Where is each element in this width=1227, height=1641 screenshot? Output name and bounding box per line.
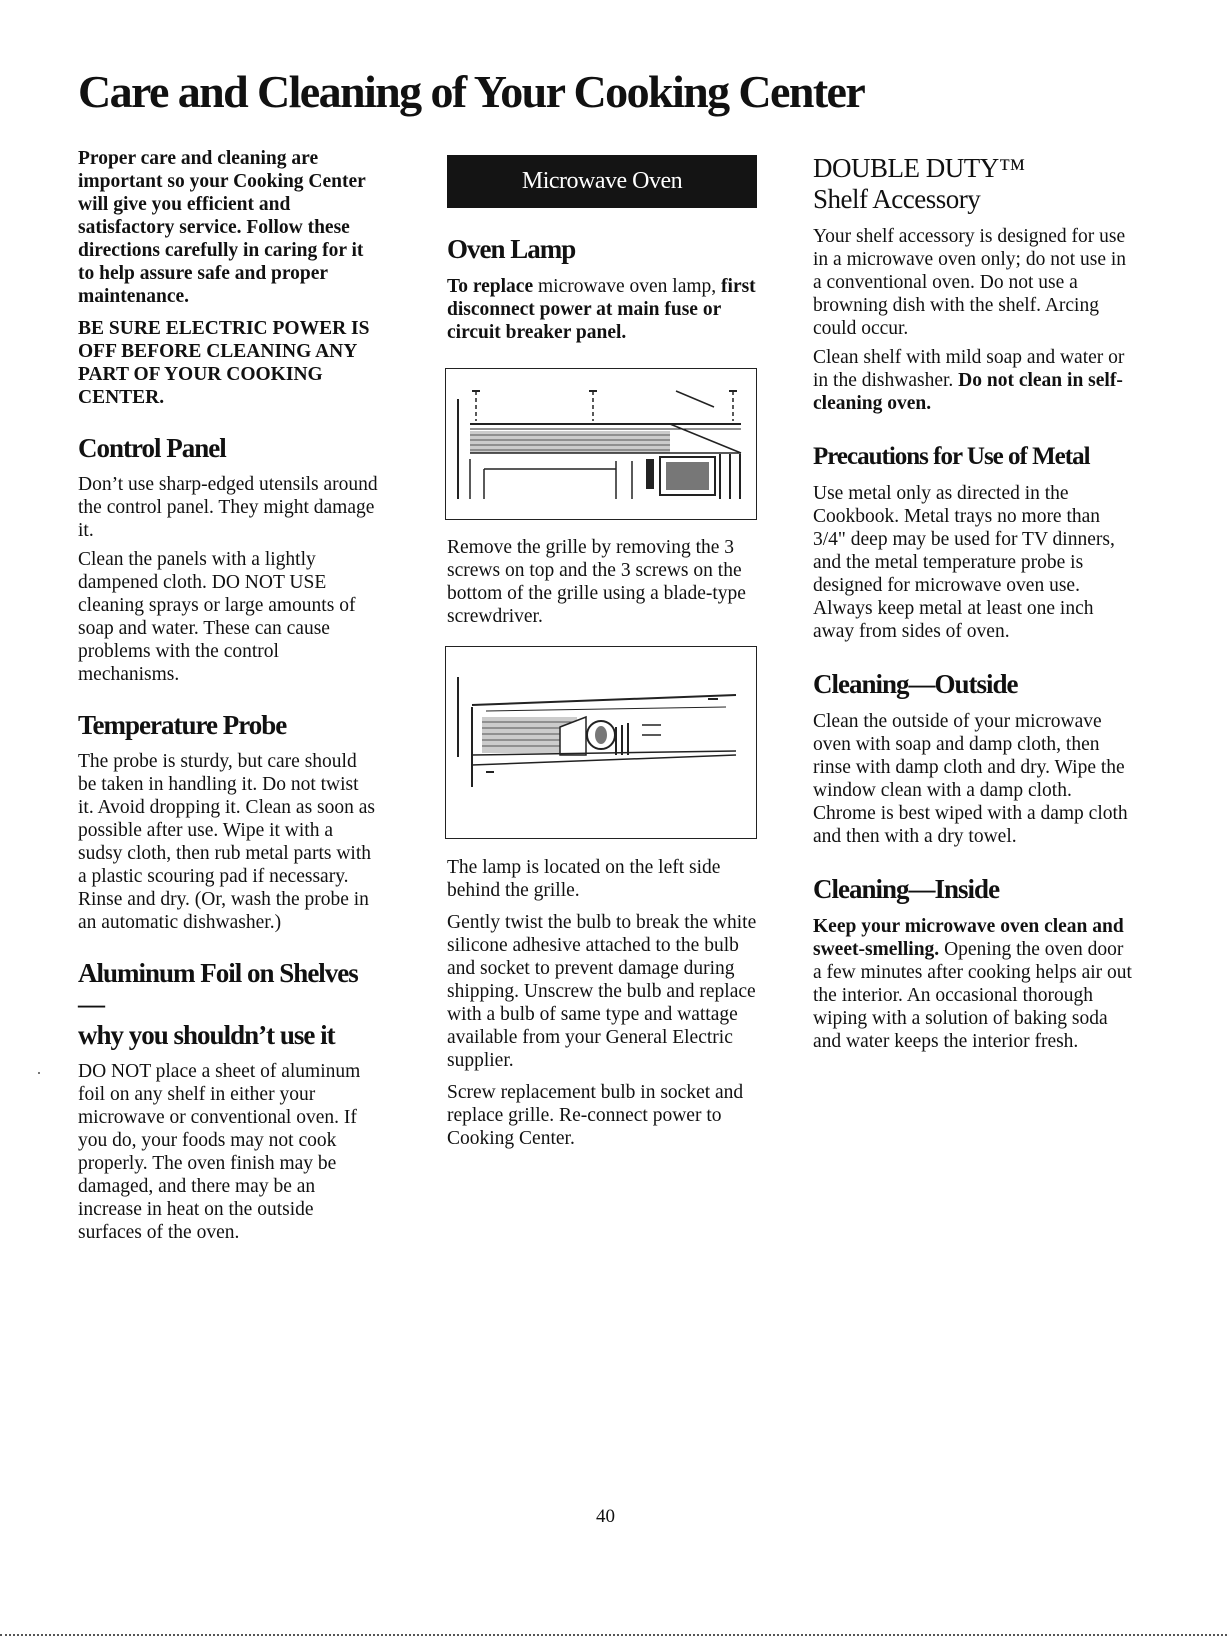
temperature-probe-heading: Temperature Probe: [78, 710, 287, 740]
grille-removal-caption: Remove the grille by removing the 3 screws on top and the 3 screws on the bottom of the grille using a blade-type screwdriver.: [447, 537, 746, 627]
double-duty-heading-line1: DOUBLE DUTY™: [813, 153, 1025, 183]
temperature-probe-text: The probe is sturdy, but care should be taken in handling it. Do not twist it. Avoid dropping it. Clean as soon as possible after use. Wipe it with a sudsy cloth, then rub metal parts with a plastic scouring pad if necessary. Rinse and dry. (Or, wash the probe in an automatic dishwasher.): [78, 751, 375, 933]
bulb-twist-text: Gently twist the bulb to break the white silicone adhesive attached to the bulb and socket to prevent damage during shipping. Unscrew the bulb and replace with a bulb of same type and wattage available from your General Electric supplier.: [447, 912, 757, 1071]
metal-precautions-heading: Precautions for Use of Metal: [813, 443, 1090, 470]
stray-mark: [38, 1072, 40, 1074]
grille-screws-illustration: [446, 369, 755, 518]
aluminum-foil-text: DO NOT place a sheet of aluminum foil on any shelf in either your microwave or conventional oven. If you do, your foods may not cook properly. The oven finish may be damaged, and there may be an increase in heat on the outside surfaces of the oven.: [78, 1061, 361, 1243]
column-right: [813, 153, 1133, 1059]
cleaning-inside-text-bold: Keep your microwave oven clean and sweet-smelling.: [813, 916, 1124, 960]
bulb-replace-text: Screw replacement bulb in socket and replace grille. Re-connect power to Cooking Center.: [447, 1082, 744, 1149]
bottom-dotted-rule: [0, 1634, 1227, 1636]
shelf-accessory-text-2-normal: Clean shelf with mild soap and water or in the dishwasher.: [813, 347, 1125, 391]
cleaning-inside-heading: Cleaning—Inside: [813, 874, 1000, 904]
lamp-location-text: The lamp is located on the left side behind the grille.: [447, 857, 721, 901]
grille-screws-figure: [445, 368, 757, 520]
oven-lamp-intro-bold-1: To replace: [447, 276, 534, 297]
lamp-location-figure: [445, 646, 757, 839]
column-left: [78, 147, 378, 1250]
microwave-oven-banner: Microwave Oven: [447, 155, 757, 208]
oven-lamp-intro-bold-2: first disconnect power at main fuse or circuit breaker panel.: [447, 276, 756, 343]
power-warning: BE SURE ELECTRIC POWER IS OFF BEFORE CLEANING ANY PART OF YOUR COOKING CENTER.: [78, 318, 370, 408]
cleaning-outside-heading: Cleaning—Outside: [813, 669, 1018, 699]
aluminum-foil-heading-line2: why you shouldn’t use it: [78, 1020, 335, 1050]
page-title: Care and Cleaning of Your Cooking Center: [78, 66, 865, 117]
aluminum-foil-heading: [78, 958, 378, 1051]
shelf-accessory-text-2: [813, 346, 1133, 415]
control-panel-text-1: Don’t use sharp-edged utensils around the control panel. They might damage it.: [78, 474, 378, 541]
column-middle: [447, 234, 757, 344]
cleaning-outside-text: Clean the outside of your microwave oven with soap and damp cloth, then rinse with damp cloth and dry. Wipe the window clean with a damp cloth. Chrome is best wiped with a damp cloth and then with a dry towel.: [813, 711, 1128, 847]
double-duty-heading: [813, 153, 1133, 215]
metal-precautions-text: Use metal only as directed in the Cookbook. Metal trays no more than 3/4" deep may be used for TV dinners, and the metal temperature probe is designed for microwave oven use. Always keep metal at least one inch away from sides of oven.: [813, 483, 1115, 642]
lamp-location-illustration: [446, 647, 755, 837]
control-panel-text-2: Clean the panels with a lightly dampened cloth. DO NOT USE cleaning sprays or large amounts of soap and water. These can cause problems with the control mechanisms.: [78, 549, 356, 685]
oven-lamp-intro-normal: microwave oven lamp,: [533, 276, 722, 297]
double-duty-heading-line2: Shelf Accessory: [813, 184, 981, 214]
intro-text: Proper care and cleaning are important so your Cooking Center will give you efficient and satisfactory service. Follow these directions carefully in caring for it to help assure safe and proper maintenance.: [78, 148, 366, 307]
aluminum-foil-heading-line1: Aluminum Foil on Shelves—: [78, 958, 358, 1019]
page-number: 40: [596, 1506, 615, 1527]
control-panel-heading: Control Panel: [78, 433, 226, 463]
oven-lamp-intro: [447, 275, 757, 344]
cleaning-inside-text-normal: Opening the oven door a few minutes after cooking helps air out the interior. An occasional thorough wiping with a solution of baking soda and water keeps the interior fresh.: [813, 939, 1132, 1052]
shelf-accessory-text-1: Your shelf accessory is designed for use in a microwave oven only; do not use in a conventional oven. Do not use a browning dish with the shelf. Arcing could occur.: [813, 226, 1127, 339]
column-middle-caption: [447, 536, 757, 634]
column-middle-lower: [447, 856, 757, 1156]
shelf-accessory-text-2-bold: Do not clean in self-cleaning oven.: [813, 370, 1123, 414]
cleaning-inside-text: [813, 915, 1133, 1053]
oven-lamp-heading: Oven Lamp: [447, 234, 576, 264]
